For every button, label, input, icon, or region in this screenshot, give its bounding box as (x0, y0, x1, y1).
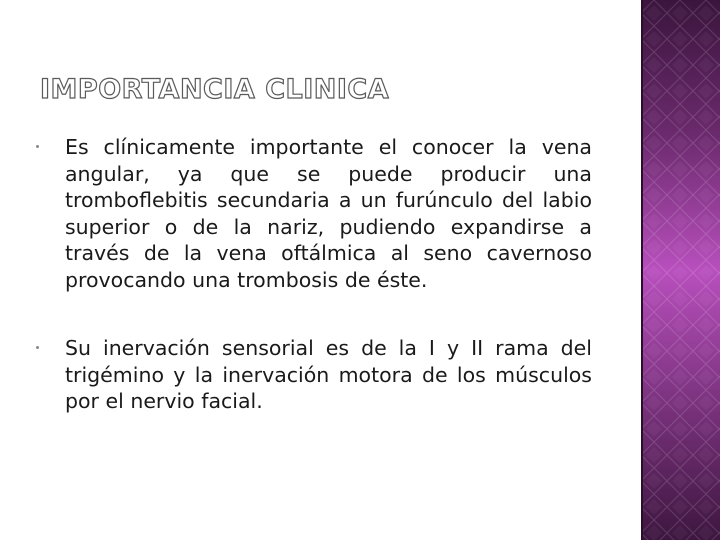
decorative-side-panel (641, 0, 720, 540)
bullet-text: Su inervación sensorial es de la I y II rama del trigémino y la inervación motora de los músculos por el nervio facial. (65, 336, 592, 413)
bullet-icon (36, 346, 39, 349)
list-item (36, 335, 592, 415)
bullet-text: Es clínicamente importante el conocer la vena angular, ya que se puede producir una tromboflebitis secundaria a un furúnculo del labio superior o de la nariz, pudiendo expandirse a través de la vena oftálmica al seno cavernoso provocando una trombosis de éste. (65, 135, 592, 292)
list-item (36, 134, 592, 293)
slide-title: IMPORTANCIA CLINICA (40, 74, 390, 105)
bullet-icon (36, 145, 39, 148)
diamond-pattern-graphic (641, 0, 720, 540)
panel-divider (641, 0, 643, 540)
bullet-list (36, 134, 592, 457)
